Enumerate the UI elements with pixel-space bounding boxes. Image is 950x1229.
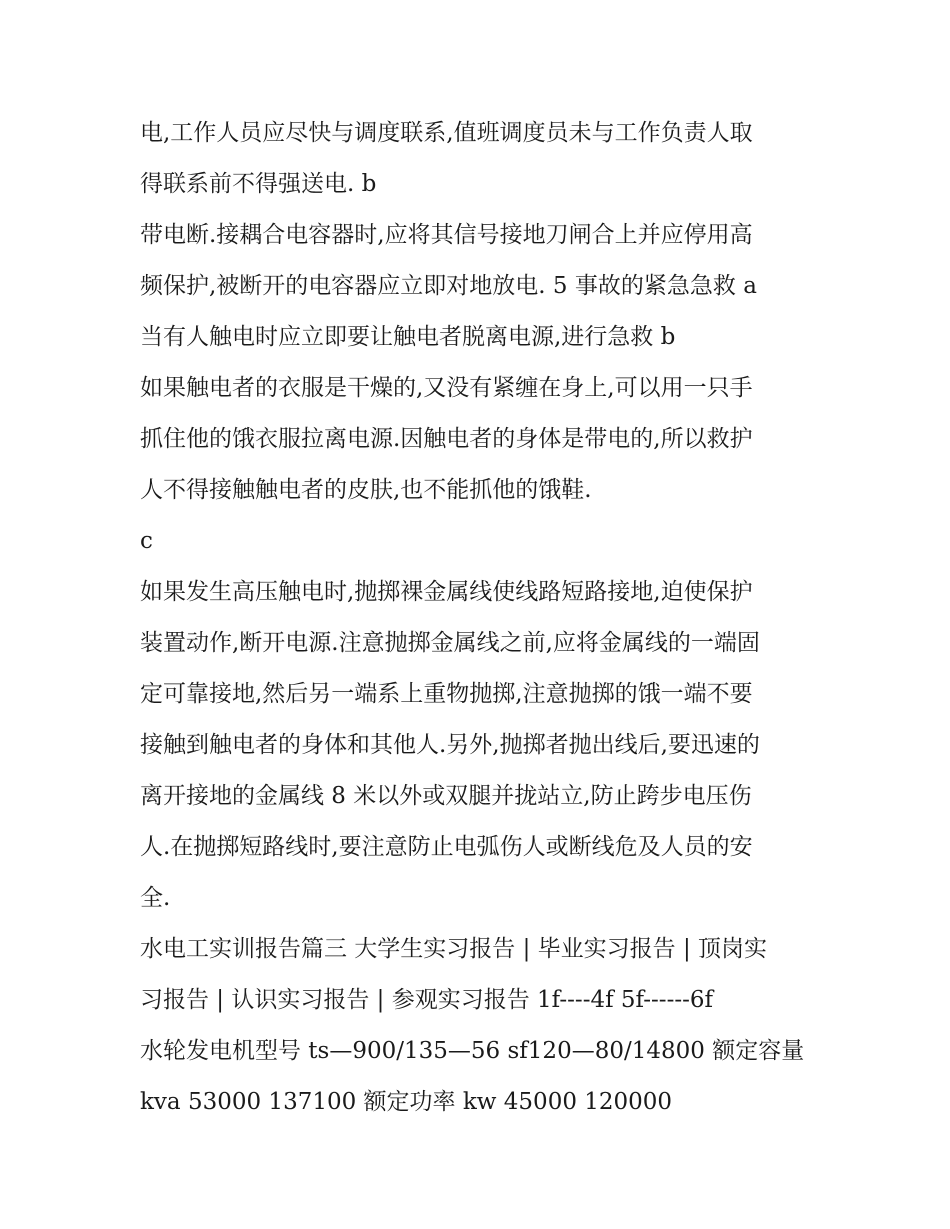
text-line: kva 53000 137100 额定功率 kw 45000 120000 (140, 1089, 673, 1115)
text-line: 如果发生高压触电时,抛掷裸金属线使线路短路接地,迫使保护 (140, 579, 753, 605)
text-line: 接触到触电者的身体和其他人.另外,抛掷者抛出线后,要迅速的 (140, 732, 760, 758)
text-line: 离开接地的金属线 8 米以外或双腿并拢站立,防止跨步电压伤 (140, 783, 752, 809)
text-line: 人不得接触触电者的皮肤,也不能抓他的饿鞋. (140, 477, 592, 503)
text-line: 全. (140, 885, 171, 911)
text-line: 抓住他的饿衣服拉离电源.因触电者的身体是带电的,所以救护 (140, 426, 753, 452)
text-line: 习报告 | 认识实习报告 | 参观实习报告 1f----4f 5f------6f (140, 987, 714, 1013)
text-line: 电,工作人员应尽快与调度联系,值班调度员未与工作负责人取 (140, 120, 753, 146)
text-line: 当有人触电时应立即要让触电者脱离电源,进行急救 b (140, 324, 676, 350)
text-line: 定可靠接地,然后另一端系上重物抛掷,注意抛掷的饿一端不要 (140, 681, 753, 707)
text-line: 如果触电者的衣服是干燥的,又没有紧缠在身上,可以用一只手 (140, 375, 753, 401)
text-line: 人.在抛掷短路线时,要注意防止电弧伤人或断线危及人员的安 (140, 834, 753, 860)
text-line: 水电工实训报告篇三 大学生实习报告 | 毕业实习报告 | 顶岗实 (140, 936, 768, 962)
text-line: c (140, 528, 153, 554)
text-line: 带电断.接耦合电容器时,应将其信号接地刀闸合上并应停用高 (140, 222, 753, 248)
body-text (140, 108, 820, 1128)
text-line: 水轮发电机型号 ts—900/135—56 sf120—80/14800 额定容量 (140, 1038, 805, 1064)
text-line: 装置动作,断开电源.注意抛掷金属线之前,应将金属线的一端固 (140, 630, 760, 656)
text-line: 频保护,被断开的电容器应立即对地放电. 5 事故的紧急急救 a (140, 273, 757, 299)
text-line: 得联系前不得强送电. b (140, 171, 377, 197)
